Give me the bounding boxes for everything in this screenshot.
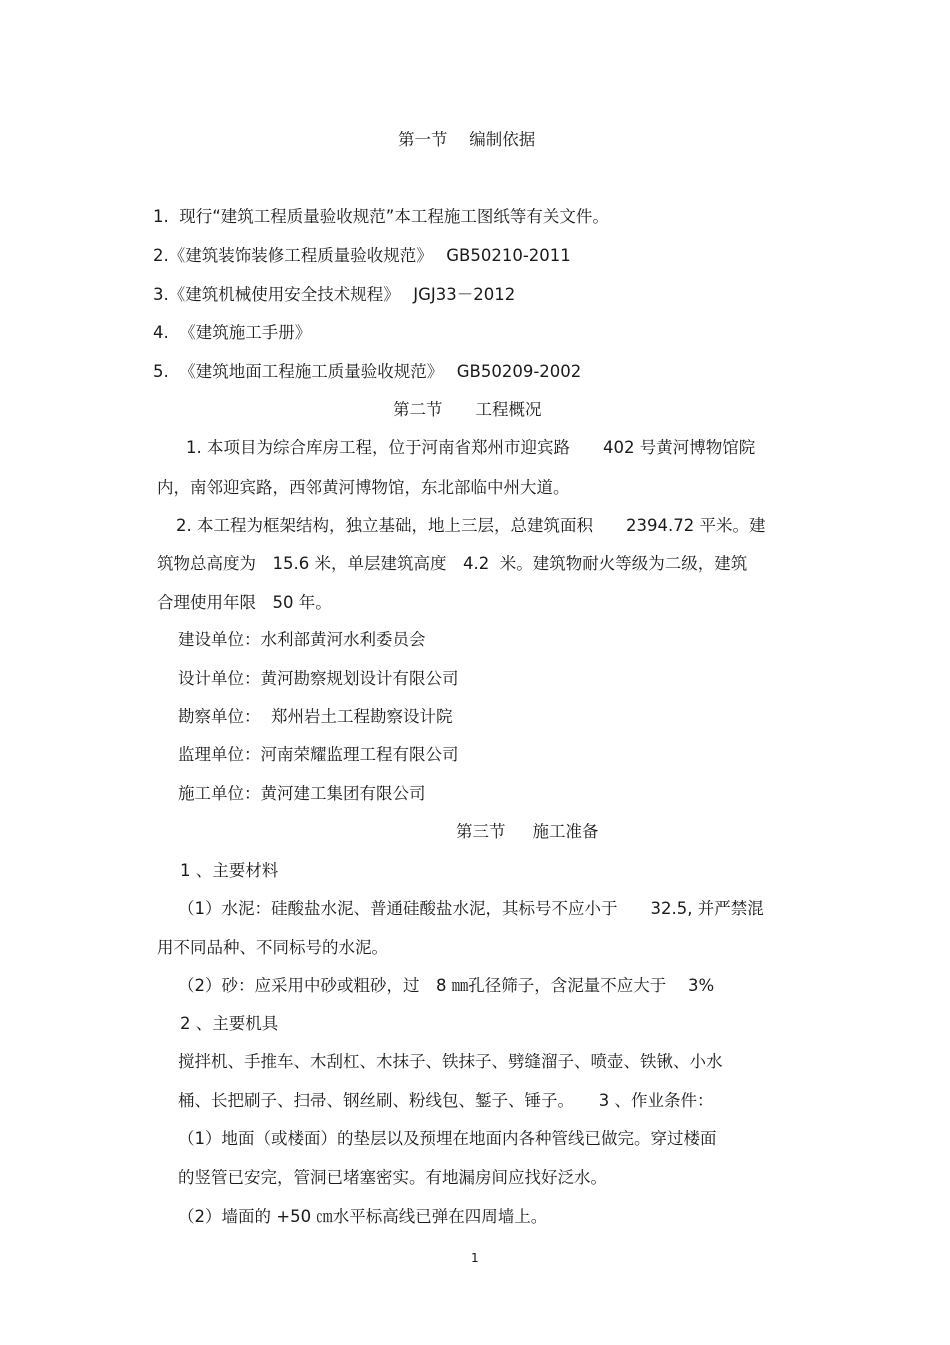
prep-line-7: 桶、长把刷子、扫帚、钢丝刷、粉线包、錾子、锤子。 3 、作业条件： (178, 1091, 714, 1110)
prep-line-4: （2）砂：应采用中砂或粗砂，过 8 ㎜孔径筛子，含泥量不应大于 3% (178, 976, 715, 995)
prep-line-1: 1 、主要材料 (180, 861, 279, 880)
section2-title: 第二节 工程概况 (393, 400, 542, 419)
reference-item-2: 2.《建筑装饰装修工程质量验收规范》 GB50210-2011 (153, 246, 571, 265)
section3-title: 第三节 施工准备 (456, 822, 599, 841)
unit-survey: 勘察单位： 郑州岩土工程勘察设计院 (178, 707, 453, 726)
prep-line-3: 用不同品种、不同标号的水泥。 (157, 938, 388, 957)
overview-para1-line1: 1. 本项目为综合库房工程，位于河南省郑州市迎宾路 402 号黄河博物馆院 (186, 438, 756, 457)
prep-line-8: （1）地面（或楼面）的垫层以及预埋在地面内各种管线已做完。穿过楼面 (178, 1129, 717, 1148)
unit-owner: 建设单位：水利部黄河水利委员会 (178, 630, 426, 649)
unit-designer: 设计单位：黄河勘察规划设计有限公司 (178, 669, 459, 688)
unit-supervision: 监理单位：河南荣耀监理工程有限公司 (178, 745, 459, 764)
reference-item-3: 3.《建筑机械使用安全技术规程》 JGJ33－2012 (153, 285, 516, 304)
page-number: 1 (471, 1251, 479, 1265)
prep-line-2: （1）水泥：硅酸盐水泥、普通硅酸盐水泥，其标号不应小于 32.5, 并严禁混 (178, 899, 764, 918)
reference-item-5: 5. 《建筑地面工程施工质量验收规范》 GB50209-2002 (153, 362, 582, 381)
section1-title: 第一节 编制依据 (398, 130, 536, 149)
prep-line-9: 的竖管已安完，管洞已堵塞密实。有地漏房间应找好泛水。 (178, 1168, 607, 1187)
overview-para1-line2: 内，南邻迎宾路，西邻黄河博物馆，东北部临中州大道。 (157, 478, 570, 497)
reference-item-4: 4. 《建筑施工手册》 (153, 323, 312, 342)
overview-para2-line1: 2. 本工程为框架结构，独立基础，地上三层，总建筑面积 2394.72 平米。建 (176, 516, 766, 535)
prep-line-5: 2 、主要机具 (180, 1014, 279, 1033)
unit-construction: 施工单位：黄河建工集团有限公司 (178, 784, 426, 803)
overview-para2-line2: 筑物总高度为 15.6 米，单层建筑高度 4.2 米。建筑物耐火等级为二级，建筑 (157, 554, 748, 573)
prep-line-10: （2）墙面的 +50 ㎝水平标高线已弹在四周墙上。 (178, 1207, 548, 1226)
reference-item-1: 1. 现行“建筑工程质量验收规范”本工程施工图纸等有关文件。 (153, 207, 609, 226)
overview-para2-line3: 合理使用年限 50 年。 (157, 593, 332, 612)
prep-line-6: 搅拌机、手推车、木刮杠、木抹子、铁抹子、劈缝溜子、喷壶、铁锹、小水 (178, 1052, 723, 1071)
